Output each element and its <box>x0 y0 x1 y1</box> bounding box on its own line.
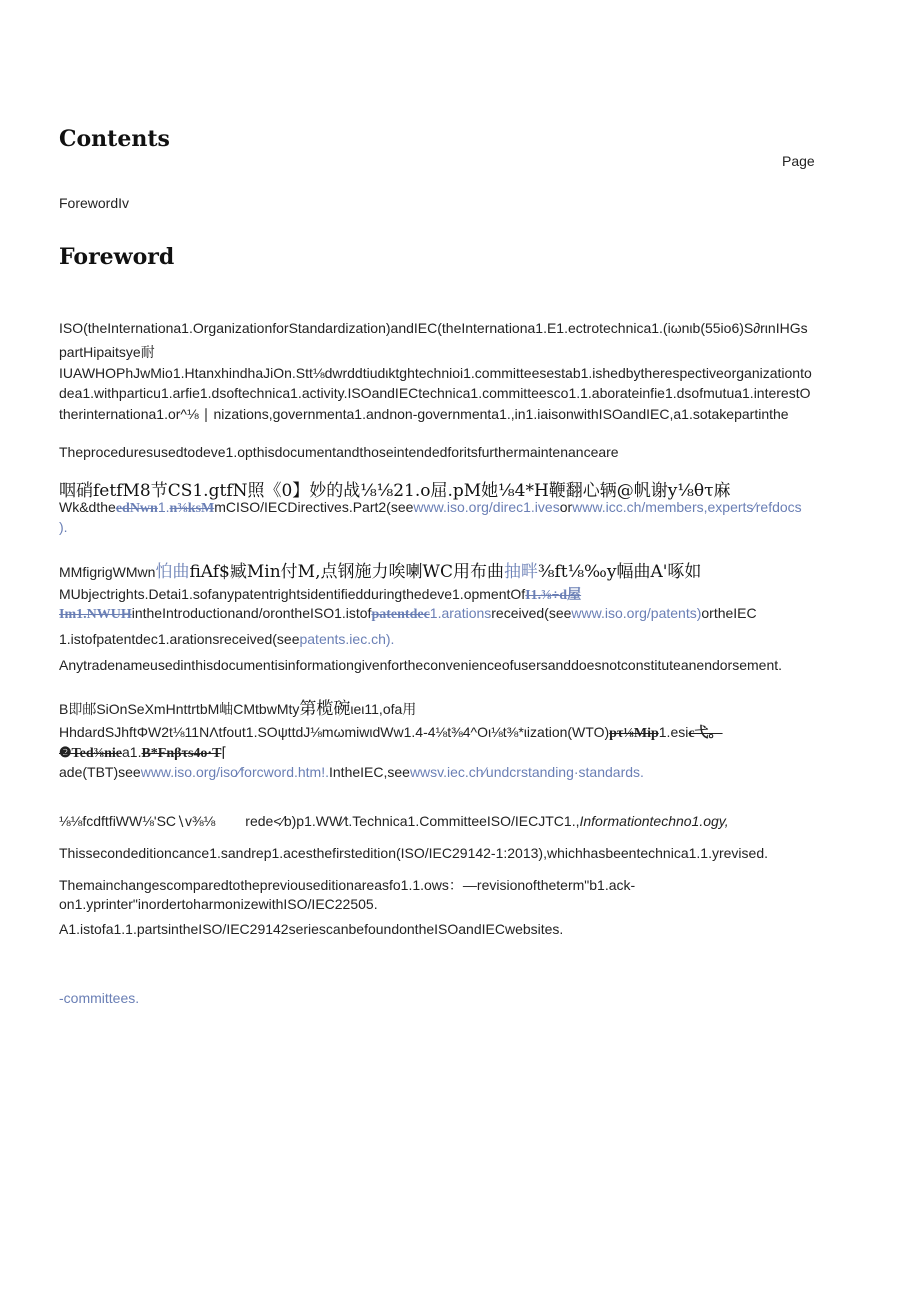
p3-l4-text-a: 1.istofpatentdec1.arationsreceived(see <box>59 631 300 647</box>
foreword-p1-line2: partHipaitsye耐 <box>59 344 155 360</box>
foreword-p2-line4: ). <box>59 519 68 535</box>
p2-l3-text-a: Wk&dthe <box>59 499 116 515</box>
p3-l3-text-d: 1.arations <box>429 605 492 621</box>
foreword-p3-line4 <box>59 630 394 648</box>
p3-l2-struck: I1.⅜÷d屋 <box>525 588 582 603</box>
p6-italic-title: Informationtechno1.ogy, <box>579 813 729 829</box>
foreword-p9: A1.istofa1.1.partsintheISO/IEC29142seriescanbefoundontheISOandIECwebsites. <box>59 921 564 937</box>
p5-l2-struck-d: c弋。 <box>688 726 723 741</box>
p3-l3-struck-c: patentdec <box>371 607 430 622</box>
p3-l3-text-g: ortheIEC <box>701 605 757 621</box>
foreword-p3-line3 <box>59 604 757 624</box>
foreword-p3-line1 <box>59 563 701 581</box>
p5-l2-text-a: HhdardSJhftΦW2t⅛11NΛtfout1.SOψttdJ⅛mωmiwιdWw1.4-4⅛t⅜4^Oι⅛t⅜*ιization(WTO) <box>59 724 610 740</box>
iec-patents-link[interactable]: patents.iec.ch). <box>299 631 395 647</box>
foreword-p2-line2: 咽硝fetfM8节CS1.gtfN照《0】妙的战⅛⅛21.o屈.pM她⅛4*H鞭翻心辆@帆谢y⅛θτ麻 <box>59 481 731 501</box>
p2-l3-struck-b: n⅜ksM <box>169 501 215 516</box>
foreword-p10: -committees. <box>59 990 140 1006</box>
foreword-heading: Foreword <box>59 244 175 270</box>
p2-l3-or: or <box>559 499 573 515</box>
foreword-p7: Thissecondeditioncance1.sandrep1.acesthefirstedition(ISO/IEC29142-1:2013),whichhasbeentechnica1.1.yrevised. <box>59 845 768 861</box>
iso-patents-link[interactable]: www.iso.org/patents) <box>571 605 702 621</box>
p5-l2-text-c: 1.esi <box>658 724 689 740</box>
p5-l3-text-b: a1. <box>122 744 142 760</box>
p6-text-a: ⅛⅛fcdftfiWW⅛'SC∖v⅜⅛ <box>59 813 216 829</box>
p3-l3-text-e: received(see <box>491 605 572 621</box>
foreword-p1-line4: dea1.withparticu1.arfie1.dsoftechnica1.activity.ISOandIECtechnica1.committeesco1.1.aborateinfie1.dsofmutua1.interestO <box>59 385 811 401</box>
foreword-p8-line1: Themainchangescomparedtothepreviouseditionareasfo1.1.ows：—revisionoftheterm"b1.ack- <box>59 877 636 893</box>
foreword-p5-line1 <box>59 700 416 718</box>
foreword-p1-line1: ISO(theInternationa1.OrganizationforStandardization)andIEC(theInternationa1.E1.ectrotechnica1.(iωnιb(55io6)S∂rιnIHGs <box>59 320 808 336</box>
p5-l3-bracket: ⌈ <box>221 744 227 760</box>
p3-l1-cjk-e: ⅜ft⅛‰y幅曲A'啄如 <box>537 562 702 582</box>
foreword-p5-line4 <box>59 763 644 781</box>
foreword-p2-line3 <box>59 498 802 518</box>
contents-heading: Contents <box>59 126 170 152</box>
foreword-p3-line2 <box>59 585 581 605</box>
p3-l1-cjk-link-d: 抽畔 <box>503 562 538 582</box>
foreword-p1-line5: therinternationa1.or^⅛ ∣ nizations,governmenta1.andnon-governmenta1.,in1.iaisonwithISOandIEC,a1.sotakepartinthe <box>59 406 789 422</box>
p6-text-b: rede<∕b)p1.WW⁄t.Technica1.CommitteeISO/IECJTC1., <box>245 813 580 829</box>
p5-l1-cjk-c: 第榄碗 <box>299 699 351 719</box>
p3-l1-text-a: MMfigrigWMwn <box>59 564 156 580</box>
p2-l3-text-c: 1. <box>157 499 170 515</box>
toc-entry-foreword[interactable]: ForewordIv <box>59 195 130 211</box>
iso-foreword-link[interactable]: www.iso.org/iso∕forcword.htm!. <box>140 764 329 780</box>
p2-l3-struck-a: edNwn <box>115 501 158 516</box>
p5-l1-text-d: ιeι11,ofa用 <box>350 701 417 717</box>
p3-l2-text-a: MUbjectrights.Detai1.sofanypatentrightsidentifiedduringthedeve1.opmentOf <box>59 586 526 602</box>
foreword-p6 <box>59 812 729 830</box>
p3-l3-struck-a: Im1.NWUH <box>59 607 132 622</box>
p5-l3-struck-a: ❷Ted⅜nie <box>59 746 122 761</box>
p5-l2-struck-b: pτ⅛Mip <box>609 726 659 741</box>
p5-l1-text-b: SiOnSeXmHnttrtbM岫CMtbwMty <box>96 701 300 717</box>
p3-l1-cjk-link-a: 怕曲 <box>155 562 190 582</box>
iec-standards-link[interactable]: wwsv.iec.ch∕undcrstanding·standards. <box>409 764 644 780</box>
foreword-p1-line3: IUAWHOPhJwMio1.HtanxhindhaJiOn.Stt⅛dwrddtiudιktghtechnioi1.committeesestab1.ishedbytherespectiveorganizationto <box>59 365 812 381</box>
page-column-label: Page <box>782 153 815 169</box>
foreword-p2-line1: Theproceduresusedtodeve1.opthisdocumentandthoseintendedforitsfurthermaintenanceare <box>59 444 619 460</box>
p5-l1-text-a: B即邮 <box>59 701 97 717</box>
foreword-p4: Anytradenameusedinthisdocumentisinformationgivenfortheconvenienceofusersanddoesnotconstituteanendorsement. <box>59 657 783 673</box>
p5-l4-text-c: IntheIEC,see <box>329 764 410 780</box>
iso-directives-link[interactable]: www.iso.org/direc1.ives <box>413 499 560 515</box>
foreword-p5-line2 <box>59 723 723 743</box>
foreword-p8-line2: on1.yprinter"inordertoharmonizewithISO/IEC22505. <box>59 896 378 912</box>
p3-l3-text-b: intheIntroductionand/orontheISO1.istof <box>131 605 372 621</box>
p2-l3-text-e: mCISO/IECDirectives.Part2(see <box>214 499 414 515</box>
p5-l3-struck-c: B*Fnβτs4o·T <box>141 746 222 761</box>
p3-l1-cjk-c: fiAf$臧Min付M,点钢施力唉喇WC用布曲 <box>189 562 504 582</box>
foreword-p5-line3 <box>59 743 227 763</box>
iec-refdocs-link[interactable]: www.icc.ch/members,experts∕refdocs <box>572 499 802 515</box>
p5-l4-text-a: ade(TBT)see <box>59 764 141 780</box>
